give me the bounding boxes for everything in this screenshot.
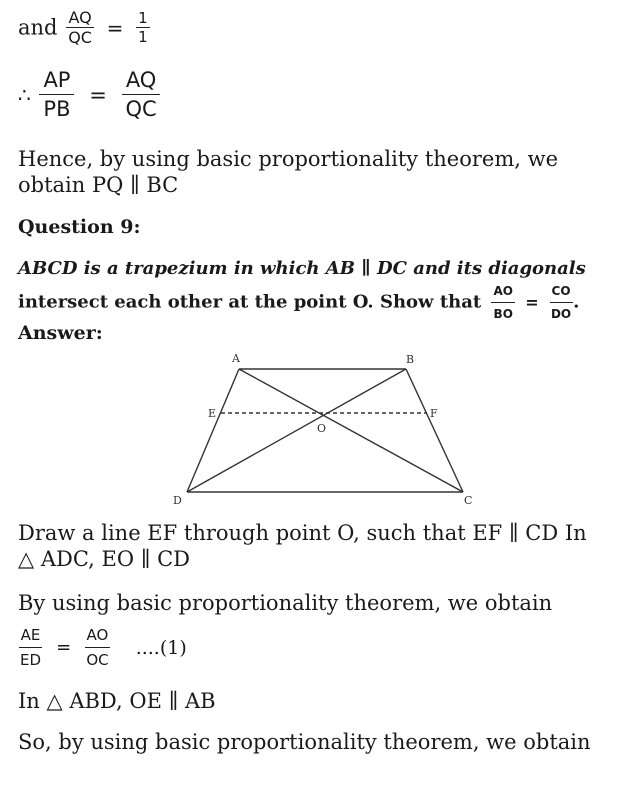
fraction-numerator: CO (550, 280, 573, 303)
text-line (18, 280, 586, 325)
diagonal-bd (187, 369, 406, 492)
triangle-abd-paragraph: In △ ABD, OE ∥ AB (18, 689, 216, 713)
fraction-one-one (136, 9, 150, 46)
text-line: △ ADC, EO ∥ CD (18, 547, 190, 571)
period: . (573, 291, 580, 313)
fraction-denominator: QC (125, 97, 157, 121)
fraction-ao-oc (84, 626, 110, 669)
fraction-denominator: BO (493, 307, 513, 321)
question-text (18, 258, 586, 325)
ratio-line-ap-pb (18, 68, 161, 121)
side-bc (406, 369, 463, 492)
fraction-aq-qc-2 (121, 68, 160, 121)
fraction-numerator: AE (19, 626, 43, 648)
text-span: intersect each other at the point O. Show that (18, 291, 482, 313)
label-f: F (430, 407, 438, 420)
text-line: obtain PQ ∥ BC (18, 173, 179, 197)
theorem-paragraph-2: So, by using basic proportionality theorem, we obtain (18, 730, 591, 754)
fraction-denominator: DO (550, 307, 572, 321)
fraction-ae-ed (18, 626, 43, 669)
label-d: D (173, 494, 182, 507)
therefore-symbol: ∴ (18, 82, 31, 107)
fraction-numerator: 1 (138, 9, 148, 27)
and-word: and (18, 15, 58, 40)
equals-sign: = (106, 15, 124, 40)
text-line: Draw a line EF through point O, such that EF ∥ CD In (18, 521, 587, 545)
fraction-denominator: ED (20, 651, 42, 669)
question-heading: Question 9: (18, 216, 141, 238)
diagonal-ac (239, 369, 463, 492)
label-o: O (317, 422, 327, 435)
answer-heading: Answer: (18, 322, 103, 344)
fraction-numerator: AP (39, 68, 74, 95)
label-a: A (232, 352, 240, 365)
label-c: C (464, 494, 473, 507)
text-line: ABCD is a trapezium in which AB ∥ DC and its diagonals (18, 258, 586, 279)
equation-1 (18, 626, 187, 669)
fraction-numerator: AO (85, 626, 111, 648)
label-e: E (208, 407, 217, 420)
label-b: B (406, 353, 415, 366)
equals-sign: = (89, 82, 107, 107)
equals-sign: = (525, 292, 539, 312)
fraction-co-do (549, 280, 573, 325)
fraction-aq-qc (66, 8, 94, 47)
fraction-denominator: OC (86, 651, 109, 669)
fraction-ao-bo (491, 280, 515, 325)
ratio-line-aq-qc (18, 8, 150, 47)
fraction-denominator: PB (43, 97, 71, 121)
fraction-numerator: AQ (68, 8, 92, 27)
equals-sign: = (56, 637, 72, 658)
conclusion-paragraph (18, 146, 558, 198)
trapezium-figure (168, 350, 498, 510)
fraction-numerator: AO (491, 280, 515, 303)
side-da (187, 369, 239, 492)
equation-tag: ....(1) (135, 636, 187, 659)
fraction-ap-pb (39, 68, 74, 121)
theorem-paragraph: By using basic proportionality theorem, we obtain (18, 591, 553, 615)
fraction-denominator: 1 (138, 28, 148, 46)
fraction-denominator: QC (68, 28, 92, 47)
fraction-numerator: AQ (122, 68, 161, 95)
construction-paragraph (18, 520, 587, 572)
text-line: Hence, by using basic proportionality theorem, we (18, 147, 559, 171)
